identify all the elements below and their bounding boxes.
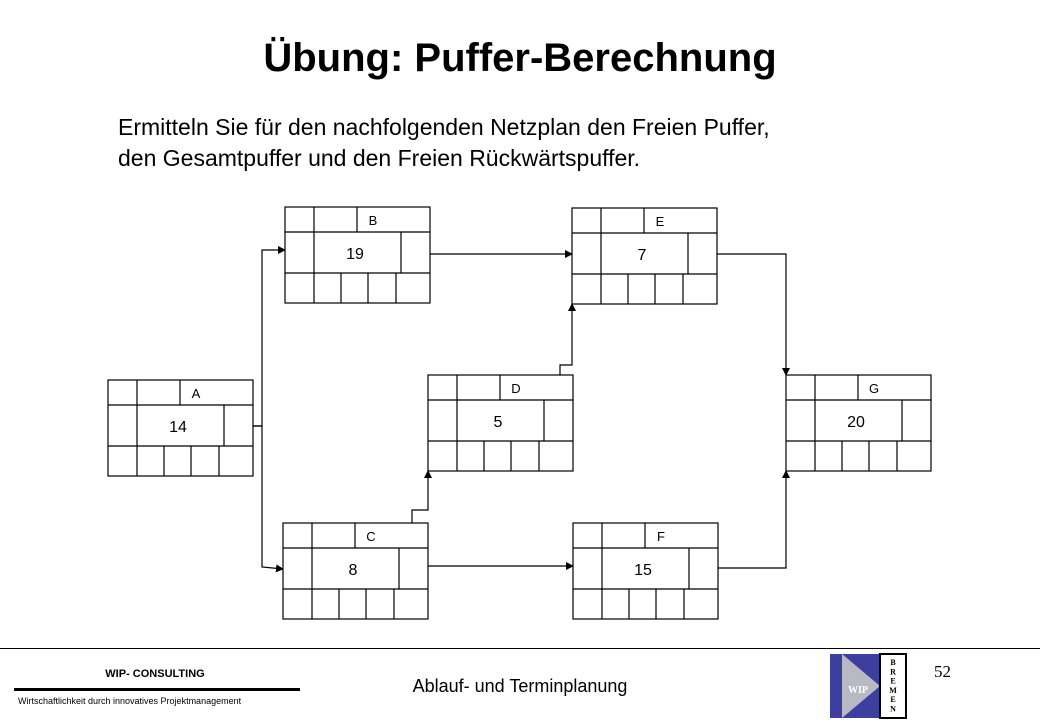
- logo-letter: E: [890, 695, 896, 705]
- activity-node-b: [285, 207, 430, 303]
- activity-node-e: [572, 208, 717, 304]
- activity-node-a: [108, 380, 253, 476]
- activity-node-c: [283, 523, 428, 619]
- logo-wip-text: WIP: [848, 685, 868, 696]
- page-number: 52: [934, 662, 951, 681]
- wip-bremen-logo: [828, 652, 918, 720]
- instruction-line-2: den Gesamtpuffer und den Freien Rückwärtspuffer.: [118, 145, 641, 171]
- edge-a-to-c: [250, 426, 283, 569]
- logo-letter: B: [890, 658, 896, 667]
- node-duration-c: 8: [348, 562, 358, 579]
- logo-letter: M: [889, 685, 897, 695]
- node-label-g: G: [868, 381, 880, 396]
- edge-c-to-d: [412, 471, 428, 523]
- node-label-b: B: [368, 213, 378, 228]
- node-duration-a: 14: [169, 419, 187, 436]
- activity-node-g: [786, 375, 931, 471]
- activity-node-f: [573, 523, 718, 619]
- slide-title: Übung: Puffer-Berechnung: [263, 36, 777, 80]
- footer-brand: WIP- CONSULTING: [105, 668, 205, 680]
- logo-letter: R: [890, 667, 896, 677]
- node-duration-f: 15: [634, 562, 652, 579]
- footer-subject: Ablauf- und Terminplanung: [412, 676, 628, 696]
- node-duration-b: 19: [346, 246, 364, 263]
- node-duration-g: 20: [847, 414, 865, 431]
- node-label-a: A: [191, 386, 201, 401]
- node-label-f: F: [657, 529, 665, 544]
- node-label-d: D: [511, 381, 521, 396]
- logo-letter: E: [890, 676, 896, 686]
- footer-divider: [0, 648, 1040, 649]
- instruction-line-1: Ermitteln Sie für den nachfolgenden Netzplan den Freien Puffer,: [118, 114, 770, 140]
- footer-tagline: Wirtschaftlichkeit durch innovatives Projektmanagement: [18, 696, 242, 706]
- node-duration-e: 7: [637, 247, 647, 264]
- node-label-e: E: [655, 214, 665, 229]
- edge-f-to-g: [718, 471, 786, 568]
- edge-d-to-e: [560, 304, 572, 375]
- nodes-layer: [108, 207, 931, 619]
- edge-e-to-g: [717, 254, 786, 375]
- node-label-c: C: [366, 529, 376, 544]
- edge-a-to-b: [250, 250, 285, 426]
- node-duration-d: 5: [493, 414, 503, 431]
- logo-letter: N: [890, 704, 896, 714]
- activity-node-d: [428, 375, 573, 471]
